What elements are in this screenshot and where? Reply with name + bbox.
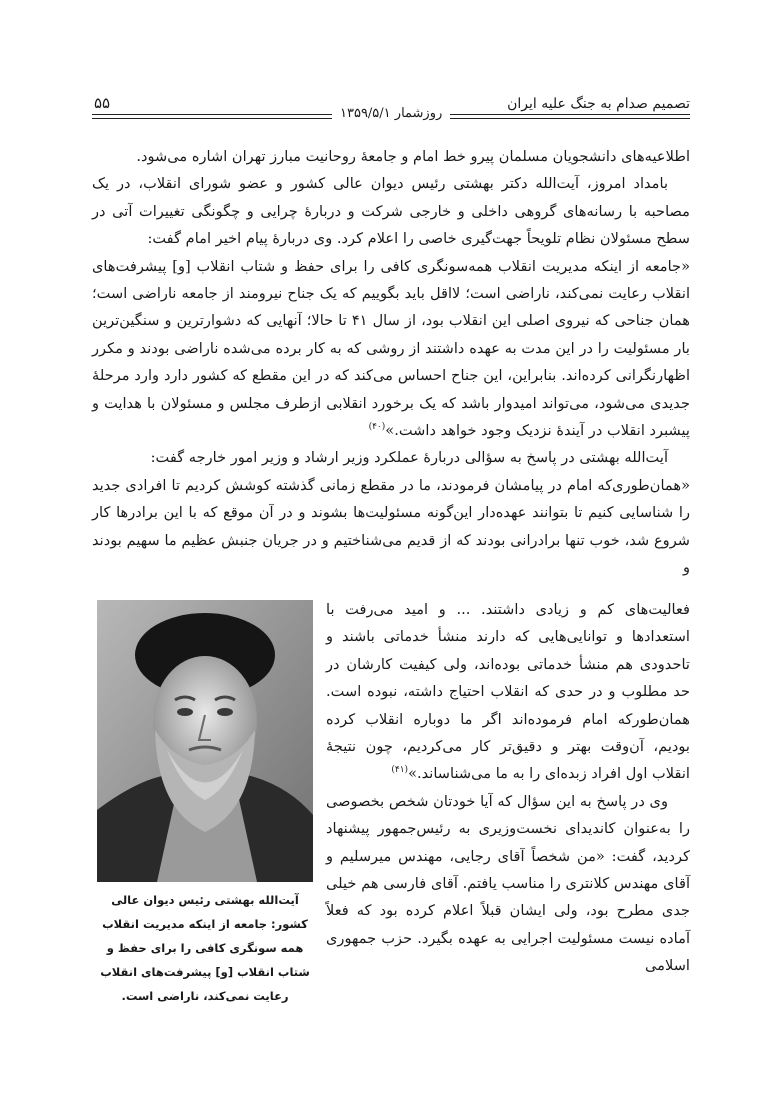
quote-paragraph: «همان‌طوری‌که امام در پیامشان فرمودند، ما در مقطع زمانی گذشته کوشش کردیم تا افرادی جدید را شناسایی کنیم تا بتوانند عهده‌دار این‌گونه مسئولیت‌ها بشوند و در آن موقع که با این برادرها کار شروع شد، خوب تنها برادرانی بودند که از قدیم می‌شناختیم و در جریان جنبش عظیم ما سهیم بودند و [92,476,690,577]
text-column [326,596,690,980]
book-title: تصمیم صدام به جنگ علیه ایران [507,96,690,112]
quote-continuation: فعالیت‌های کم و زیادی داشتند. ... و امید می‌رفت با استعدادها و توانایی‌هایی که دارند منشأ خدماتی باشند و تاحدودی هم منشأ خدماتی بوده‌اند، ولی کیفیت کارشان در حد مطلوب و در حدی که انقلاب احتیاج داشته، نبوده است. همان‌طورکه امام فرموده‌اند اگر ما دوباره انقلاب کرده بودیم، آن‌وقت بهتر و دقیق‌تر کار می‌کردیم، چون نتیجهٔ انقلاب اول افراد زبده‌ای را به ما می‌شناساند.» [326,601,690,783]
portrait-photo [97,600,313,882]
footnote-ref-41: (۴۱) [391,765,409,776]
paragraph: اطلاعیه‌های دانشجویان مسلمان پیرو خط امام و جامعهٔ روحانیت مبارز تهران اشاره می‌شود. [136,148,690,165]
paragraph: وی در پاسخ به این سؤال که آیا خودتان شخص بخصوصی را به‌عنوان کاندیدای نخست‌وزیری به رئیس‌جمهور پیشنهاد کردید، گفت: «من شخصاً آقای رجایی، مهندس میرسلیم و آقای مهندس کلانتری را مناسب یافتم. آقای فارسی هم خیلی جدی مطرح بود، ولی ایشان قبلاً اعلام کرده بود که فعلاً آماده نیست مسئولیت اجرایی به عهده بگیرد. حزب جمهوری اسلامی [326,792,690,975]
paragraph [326,596,690,788]
portrait-photo-icon [97,600,313,882]
page-number: ۵۵ [94,94,111,112]
running-header [92,92,690,122]
quote-text: «جامعه از اینکه مدیریت انقلاب همه‌سونگری کافی را برای حفظ و شتاب انقلاب [و] پیشرفت‌های انقلاب رعایت نمی‌کند، ناراضی است؛ لااقل باید بگوییم که یک جناح نیرومند از جامعه ناراضی است؛ همان جناحی که نیروی اصلی این انقلاب بود، از سال ۴۱ تا حالا؛ آنهایی که دشوارترین و سنگین‌ترین بار مسئولیت را در این مدت به عهده داشتند از روشی که به کار برده می‌شده ناراضی بودند و مکرر اظهارنگرانی کرده‌اند. بنابراین، این جناح احساس می‌کند که در این مقطع که کشور دارد وارد مرحلهٔ جدیدی می‌شود، می‌تواند امیدوار باشد که یک برخورد انقلابی ازطرف مجلس و مسئولان با هدایت و پیشبرد انقلاب در آیندهٔ نزدیک وجود خواهد داشت.» [92,257,691,440]
diary-date: روزشمار ۱۳۵۹/۵/۱ [332,106,450,121]
paragraph: بامداد امروز، آیت‌الله دکتر بهشتی رئیس دیوان عالی کشور و عضو شورای انقلاب، در یک مصاحبه با رسانه‌های گروهی داخلی و خارجی شرکت و دربارهٔ چرایی و چگونگی تغییرات آتی در سطح مسئولان نظام تلویحاً جهت‌گیری خاصی را اعلام کرد. وی دربارهٔ پیام اخیر امام گفت: [92,175,690,248]
quote-paragraph [92,253,690,445]
photo-caption: آیت‌الله بهشتی رئیس دیوان عالی کشور: جامعه از اینکه مدیریت انقلاب همه سونگری کافی را برای حفظ و شتاب انقلاب [و] پیشرفت‌های انقلاب رعایت نمی‌کند، ناراضی است. [100,893,310,1003]
main-text [92,143,690,582]
paragraph: آیت‌الله بهشتی در پاسخ به سؤالی دربارهٔ عملکرد وزیر ارشاد و وزیر امور خارجه گفت: [150,449,668,467]
footnote-ref-40: (۴۰) [368,422,386,433]
